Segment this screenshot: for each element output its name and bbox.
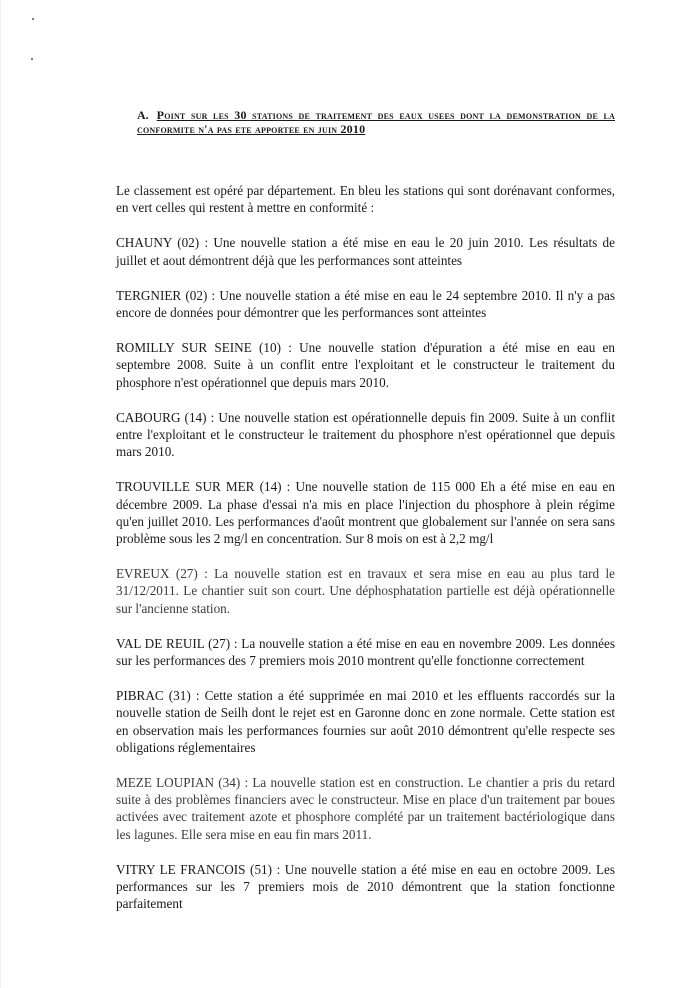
section-number: A. [137,108,149,122]
station-paragraph [116,635,615,669]
station-description: : Cette station a été supprimée en mai 2010 et les effluents raccordés sur la nouvelle station de Seilh dont le rejet est en Garonne donc en zone normale. Cette station est en observation mais les performances fournies sur août 2010 démontrent qu'elle respecte ses obligations réglementaires [116,688,615,755]
station-description: : Une nouvelle station a été mise en eau le 24 septembre 2010. Il n'y a pas encore de données pour démontrer que les performances sont atteintes [116,287,615,321]
station-name: PIBRAC (31) [116,688,191,704]
station-name: VITRY LE FRANCOIS (51) [116,861,273,877]
station-paragraph [116,339,615,391]
station-description: : Une nouvelle station a été mise en eau en octobre 2009. Les performances sur les 7 premiers mois de 2010 démontrent que la station fonctionne parfaitement [116,861,615,912]
station-paragraph [116,409,615,461]
station-name: MEZE LOUPIAN (34) [116,775,241,791]
station-name: CHAUNY (02) [116,235,200,251]
station-name: VAL DE REUIL (27) [116,635,231,651]
station-description: : La nouvelle station est en travaux et sera mise en eau au plus tard le 31/12/2011. Le chantier suit son court. Une déphosphatation partielle est déjà opérationnelle sur l'ancienne station. [116,566,615,616]
section-heading [137,108,615,136]
station-name: CABOURG (14) [116,409,207,425]
station-paragraph [116,687,615,756]
document-body [116,182,615,931]
scan-edge [0,0,1,988]
station-description: : Une nouvelle station de 115 000 Eh a été mise en eau en décembre 2009. La phase d'essai n'a mis en place l'injection du phosphore à plein régime qu'en juillet 2010. Les performances d'août montrent que globalement sur l'année on sera sans problème sous les 2 mg/l en concentration. Sur 8 mois on est à 2,2 mg/l [116,479,616,547]
station-name: ROMILLY SUR SEINE (10) [116,340,281,356]
station-paragraph [116,774,615,843]
station-name: TERGNIER (02) [116,287,208,303]
station-description: : La nouvelle station a été mise en eau en novembre 2009. Les données sur les performances des 7 premiers mois 2010 montrent qu'elle fonctionne correctement [116,635,615,669]
station-description: : Une nouvelle station est opérationnelle depuis fin 2009. Suite à un conflit entre l'exploitant et le constructeur le traitement du phosphore n'est opérationnel que depuis mars 2010. [116,409,615,460]
scan-speck [31,58,33,60]
station-paragraph [116,234,615,268]
intro-paragraph: Le classement est opéré par département. En bleu les stations qui sont dorénavant conformes, en vert celles qui restent à mettre en conformité : [116,183,615,216]
station-paragraph [116,287,615,321]
scan-speck [32,18,34,20]
station-paragraph [116,478,615,547]
section-title: Point sur les 30 stations de traitement des eaux usees dont la demonstration de la conformite n'a pas ete apportee en juin 2010 [137,108,615,136]
station-paragraph [116,861,615,913]
station-paragraph [116,565,615,617]
station-description: : Une nouvelle station d'épuration a été mise en eau en septembre 2008. Suite à un conflit entre l'exploitant et le constructeur le traitement du phosphore n'est opérationnel que depuis mars 2010. [116,340,615,390]
station-name: EVREUX (27) [116,566,198,582]
station-description: : Une nouvelle station a été mise en eau le 20 juin 2010. Les résultats de juillet et aout démontrent déjà que les performances sont atteintes [116,235,615,268]
station-name: TROUVILLE SUR MER (14) [116,479,282,495]
station-description: : La nouvelle station est en construction. Le chantier a pris du retard suite à des problèmes financiers avec le constructeur. Mise en place d'un traitement par boues activées avec traitement azote et phosphore complété par un traitement bactériologique dans les lagunes. Elle sera mise en eau fin mars 2011. [116,775,615,842]
